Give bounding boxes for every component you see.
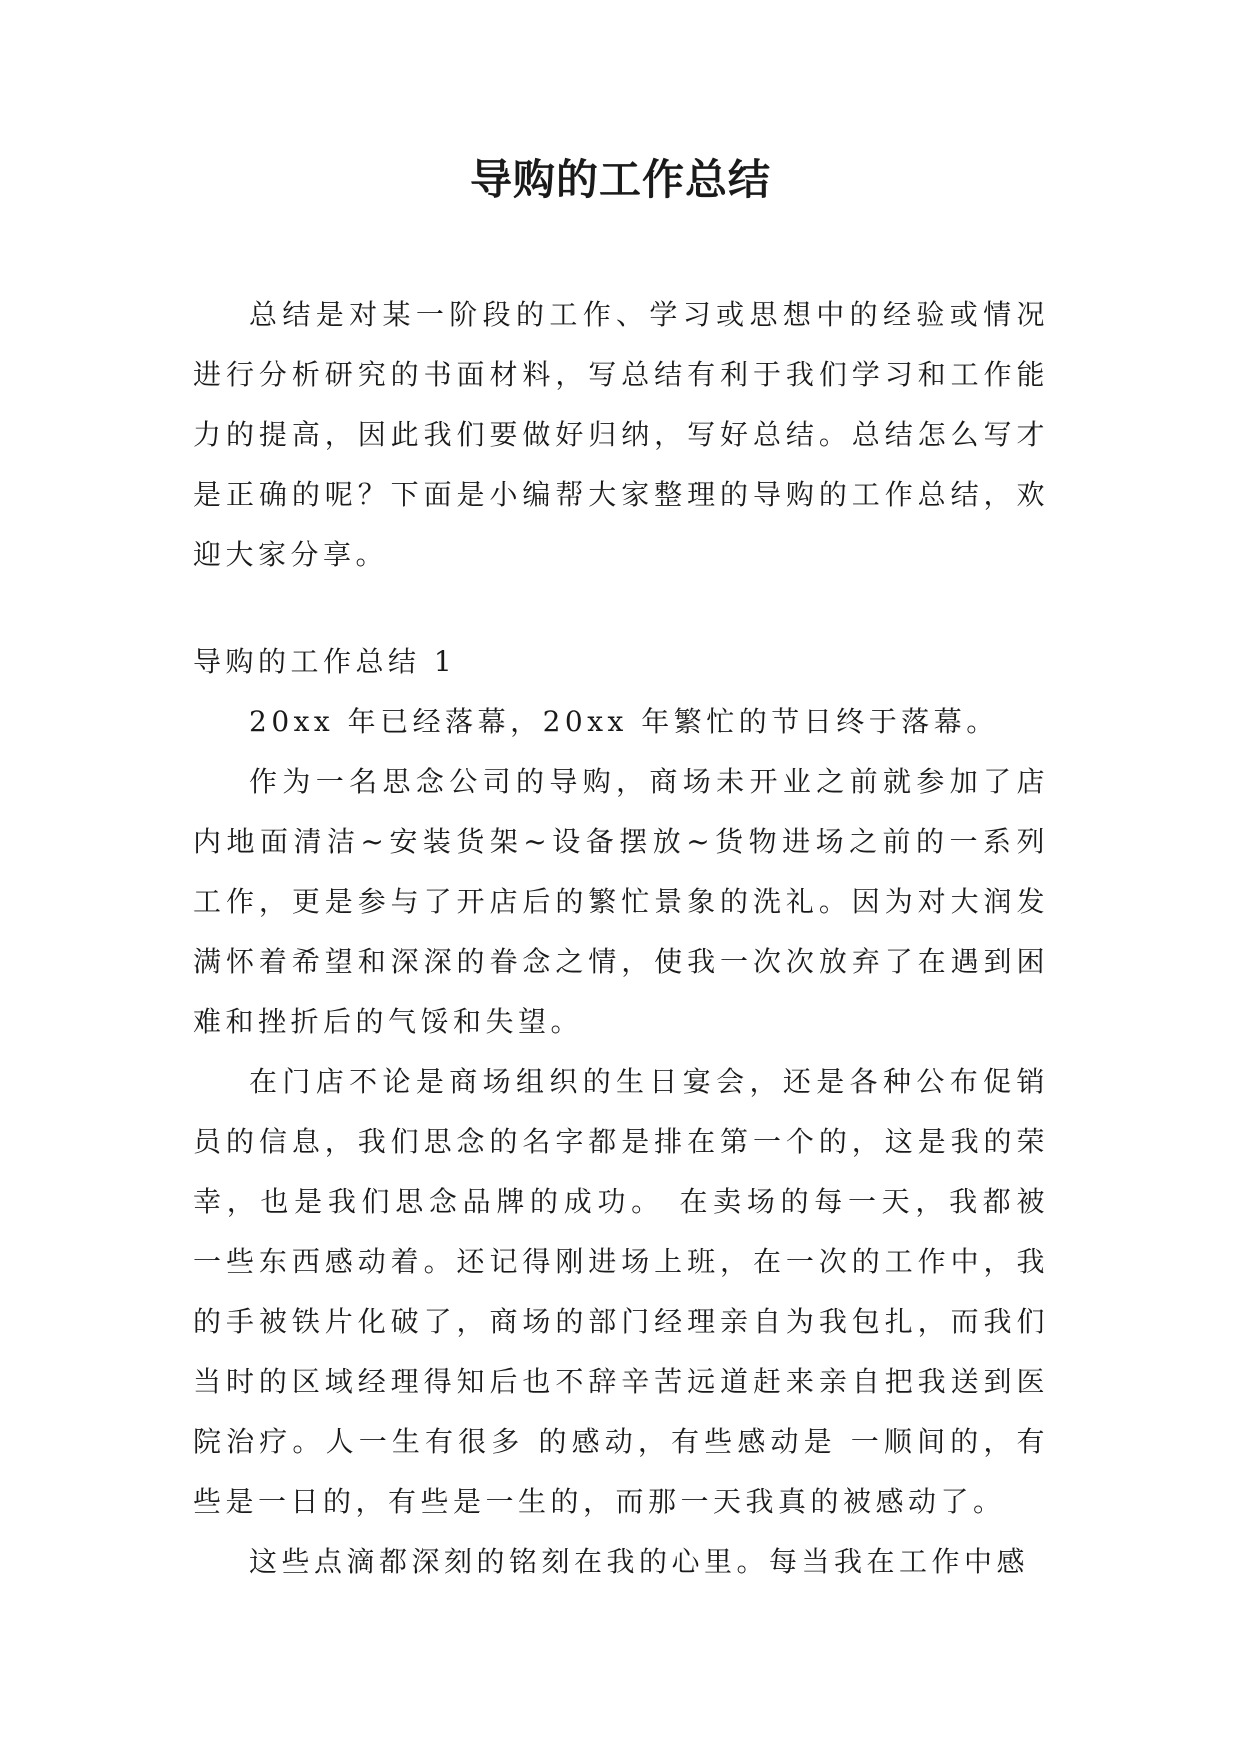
- document-title: 导购的工作总结: [469, 155, 771, 204]
- section-1: [193, 632, 1049, 1592]
- paragraph-1: 20xx 年已经落幕，20xx 年繁忙的节日终于落幕。: [249, 705, 999, 738]
- section-heading: 导购的工作总结 1: [193, 645, 457, 678]
- paragraph-4: 这些点滴都深刻的铭刻在我的心里。每当我在工作中感: [249, 1545, 1030, 1578]
- paragraph-2: 作为一名思念公司的导购，商场未开业之前就参加了店内地面清洁~安装货架~设备摆放~货物进场之前的一系列工作，更是参与了开店后的繁忙景象的洗礼。因为对大润发满怀着希望和深深的眷念之情，使我一次次放弃了在遇到困难和挫折后的气馁和失望。: [193, 765, 1049, 1038]
- intro-block: [193, 285, 1049, 585]
- paragraph-3: 在门店不论是商场组织的生日宴会，还是各种公布促销员的信息，我们思念的名字都是排在第一个的，这是我的荣幸，也是我们思念品牌的成功。 在卖场的每一天，我都被一些东西感动着。还记得刚进场上班，在一次的工作中，我的手被铁片化破了，商场的部门经理亲自为我包扎，而我们当时的区域经理得知后也不辞辛苦远道赶来亲自把我送到医院治疗。人一生有很多 的感动，有些感动是 一顺间的，有些是一日的，有些是一生的，而那一天我真的被感动了。: [193, 1065, 1049, 1518]
- intro-paragraph: 总结是对某一阶段的工作、学习或思想中的经验或情况进行分析研究的书面材料，写总结有利于我们学习和工作能力的提高，因此我们要做好归纳，写好总结。总结怎么写才是正确的呢？下面是小编帮大家整理的导购的工作总结，欢迎大家分享。: [193, 298, 1049, 571]
